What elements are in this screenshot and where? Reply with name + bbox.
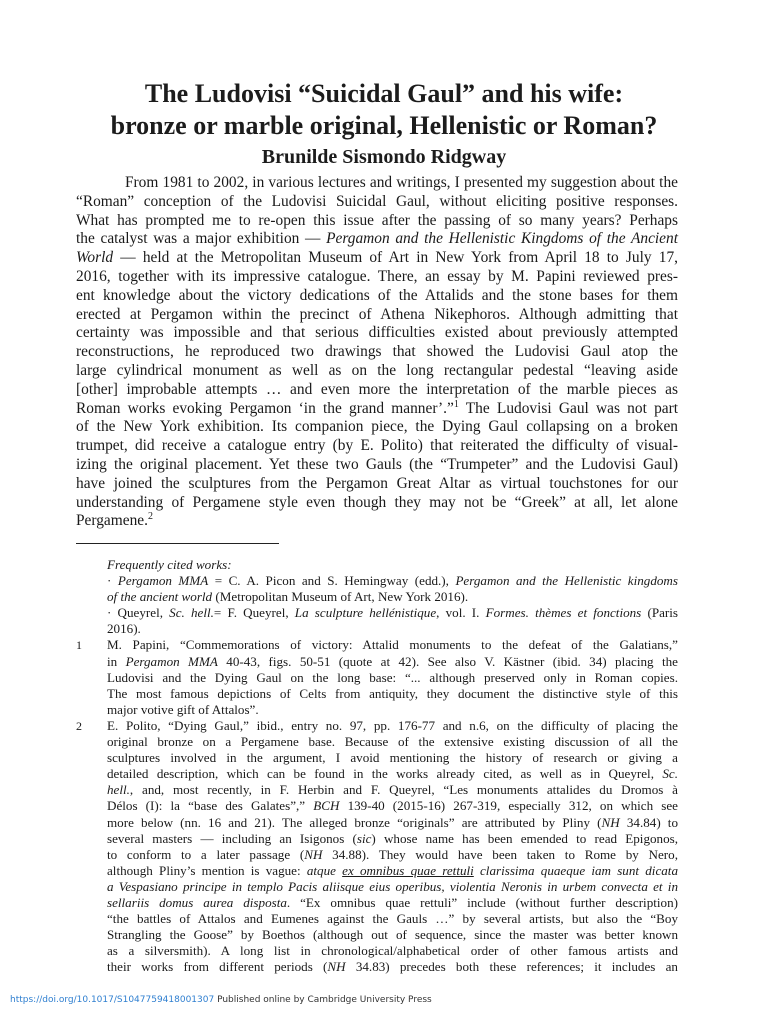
footnote-line: sculptures involved in the argument, I avoid mentioning the history of research or giving a (107, 750, 678, 766)
cited-work-entry (107, 589, 678, 605)
abbrev: NH (601, 814, 620, 830)
text-run: ) whose name has been emended to read Epigonos, (371, 830, 678, 846)
footnote-ref-1[interactable]: 1 (453, 398, 459, 410)
footnote-line: Strangling the Goose” by Boethos (although out of sequence, since the master was better known (107, 927, 678, 943)
article-author: Brunilde Sismondo Ridgway (261, 146, 507, 168)
footnote-line: M. Papini, “Commemorations of victory: Attalid monuments to the defeat of the Galatians,” (107, 637, 678, 653)
body-line: large cylindrical monument as well as on the long rectangular pedestal “leaving aside (76, 361, 678, 379)
latin-quote: sellariis domus aurea disposta (107, 894, 287, 910)
text-run: the catalyst was a major exhibition — (76, 230, 327, 248)
body-line: izing the original placement. Yet these two Gauls (the “Trumpeter” and the Ludovisi Gaul) (76, 455, 678, 473)
body-line (76, 512, 678, 531)
footnote-line: original bronze on a Pergamene base. Because of the extensive existing discussion of all the (107, 734, 678, 750)
footnote-number: 2 (76, 718, 82, 733)
book-title: Pergamon and the Hellenistic kingdoms (455, 573, 678, 589)
abbrev: Sc. hell. (169, 605, 214, 621)
cited-work-entry (107, 573, 678, 589)
text-run: · Queyrel, (107, 605, 170, 621)
footnote-line (107, 831, 678, 847)
footnote-2 (76, 718, 678, 976)
text-run: = F. Queyrel, (213, 605, 295, 621)
footnote-line (107, 879, 678, 895)
latin-term: sic (356, 830, 372, 846)
text-run: 34.83) precedes both these references; it includes an (345, 959, 678, 975)
footnote-separator (76, 543, 279, 544)
body-line: [other] improbable attempts … and even more the interpretation of the marble pieces as (76, 380, 678, 398)
text-run: in (107, 653, 126, 669)
body-paragraph (76, 174, 678, 531)
abbrev: Sc. (662, 766, 678, 782)
text-run: , and, most recently, in F. Herbin and F. Queyrel, “Les monuments attalides du Dromos à (129, 782, 678, 798)
cited-works (76, 557, 678, 637)
cited-works-text (107, 557, 678, 637)
article-title-line-1: The Ludovisi “Suicidal Gaul” and his wife: (144, 79, 624, 108)
heading-text: Frequently cited works: (107, 557, 232, 572)
exhibition-title: World (76, 249, 114, 267)
footnote-number: 1 (76, 638, 82, 653)
footnote-line (107, 895, 678, 911)
abbrev: Pergamon MMA (117, 573, 209, 589)
text-run: 34.84) to (619, 814, 678, 830)
body-line: erected at Pergamon within the precinct of Athena Nikephoros. Although admitting that (76, 305, 678, 323)
text-run: to conform to a later passage ( (107, 846, 305, 862)
footnote-text (107, 718, 678, 976)
footnotes (76, 557, 678, 975)
footnote-line (107, 815, 678, 831)
doi-link[interactable]: https://doi.org/10.1017/S1047759418001307 (10, 995, 215, 1005)
body-line: trumpet, did receive a catalogue entry (by E. Polito) that reiterated the difficulty of visual- (76, 437, 678, 455)
text-run: their works from different periods ( (107, 959, 328, 975)
text-run: detailed description, which can be found in the works already cited, as well as in Queyrel, (107, 766, 663, 782)
body-line: of the New York exhibition. Its companion piece, the Dying Gaul collapsing on a broken (76, 418, 678, 436)
footnote-line (107, 766, 678, 782)
exhibition-title: Pergamon and the Hellenistic Kingdoms of the Ancient (326, 230, 678, 248)
text-run: 40-43, figs. 50-51 (quote at 42). See also V. Kästner (ibid. 34) placing the (217, 653, 678, 669)
body-line: reconstructions, he reproduced two drawings that showed the Ludovisi Gaul atop the (76, 343, 678, 361)
text-run: The Ludovisi Gaul was not part (458, 399, 678, 417)
abbrev: Pergamon MMA (125, 653, 218, 669)
footnote-1 (76, 637, 678, 717)
book-title: La sculpture hellénistique (294, 605, 437, 621)
footnote-line: The most famous depictions of Celts from antiquity, they document the distinctive style of this (107, 685, 678, 701)
latin-quote: a Vespasiano principe in templo Pacis aliisque eius operibus, violentia Neronis in urbem convecta et in (107, 878, 678, 894)
body-line (76, 249, 678, 268)
book-subtitle: Formes. thèmes et fonctions (485, 605, 642, 621)
body-line: “Roman” conception of the Ludovisi Suicidal Gaul, without eliciting positive responses. (76, 192, 678, 210)
footnote-line: Ludovisi and the Dying Gaul on the long base: “... although preserved only in Roman copies. (107, 669, 678, 685)
footnote-ref-2[interactable]: 2 (147, 511, 153, 523)
footnote-line: “the battles of Attalos and Eumenes against the Gauls …” by several artists, but also the “Boy (107, 911, 678, 927)
journal-abbrev: BCH (313, 798, 340, 814)
footnote-line (107, 959, 678, 975)
latin-quote: clarissima quaeque iam sunt dicata (473, 862, 678, 878)
text-run: (Paris (641, 605, 679, 621)
footnote-line (107, 782, 678, 798)
article-title-line-2: bronze or marble original, Hellenistic or Roman? (110, 111, 658, 140)
footnote-line (107, 798, 678, 814)
text-run: several masters — including an Isigonos ( (107, 830, 357, 846)
footnote-text (107, 637, 678, 717)
body-line: ent knowledge about the victory dedications of the Attalids and the stone bases for them (76, 286, 678, 304)
text-run: . “Ex omnibus quae rettuli” include (without further description) (286, 894, 678, 910)
body-line: 2016, together with its impressive catalogue. There, an essay by M. Papini reviewed pres- (76, 267, 678, 285)
body-line: understanding of Pergamene style even though they may not be “Greek” at all, let alone (76, 493, 678, 511)
abbrev: NH (304, 846, 323, 862)
footnote-line: E. Polito, “Dying Gaul,” ibid., entry no. 97, pp. 176-77 and n.6, on the difficulty of placing the (107, 717, 678, 733)
latin-quote: atque (306, 862, 343, 878)
body-line (76, 230, 678, 249)
cited-works-heading (107, 557, 678, 573)
text-run: although Pliny’s mention is vague: (107, 862, 307, 878)
book-title: of the ancient world (107, 589, 213, 605)
text-run: 139-40 (2015-16) 267-319, especially 312, on which see (339, 798, 678, 814)
body-line: From 1981 to 2002, in various lectures and writings, I presented my suggestion about the (125, 174, 678, 191)
text-run: Pergamene. (76, 512, 148, 530)
footnote-line (107, 863, 678, 879)
body-line: certainty was impossible and that serious difficulties existed about previously attempted (76, 324, 678, 342)
page-footer (10, 994, 432, 1006)
latin-quote-underlined: ex omnibus quae rettuli (342, 862, 474, 878)
text-run: = C. A. Picon and S. Hemingway (edd.), (208, 573, 456, 589)
footnote-line: major votive gift of Attalos”. (107, 701, 259, 717)
text-run: (Metropolitan Museum of Art, New York 2016). (212, 589, 469, 605)
text-run: — held at the Metropolitan Museum of Art in New York from April 18 to July 17, (113, 249, 678, 267)
text-run: · (107, 573, 118, 589)
body-line: have joined the sculptures from the Pergamon Great Altar as virtual touchstones for our (76, 474, 678, 492)
text-run: Délos (I): la “base des Galates”,” (107, 798, 314, 814)
publisher-text: Published online by Cambridge University Press (214, 995, 432, 1005)
body-line: What has prompted me to re-open this issue after the passing of so many years? Perhaps (76, 211, 678, 229)
footnote-line: as a silversmith). A long list in chronological/alphabetical order of other famous artists and (107, 943, 678, 959)
abbrev: NH (327, 959, 346, 975)
text-run: more below (nn. 16 and 21). The alleged bronze “originals” are attributed by Pliny ( (107, 814, 602, 830)
abbrev: hell. (107, 782, 130, 798)
body-line (76, 400, 678, 419)
text-run: 34.88). They would have been taken to Rome by Nero, (322, 846, 678, 862)
cited-work-entry (107, 605, 678, 621)
footnote-line (107, 654, 678, 670)
footnote-line (107, 847, 678, 863)
text-run: Roman works evoking Pergamon ‘in the grand manner’.” (76, 399, 454, 417)
text-run: , vol. I. (436, 605, 486, 621)
cited-work-entry: 2016). (107, 621, 141, 637)
